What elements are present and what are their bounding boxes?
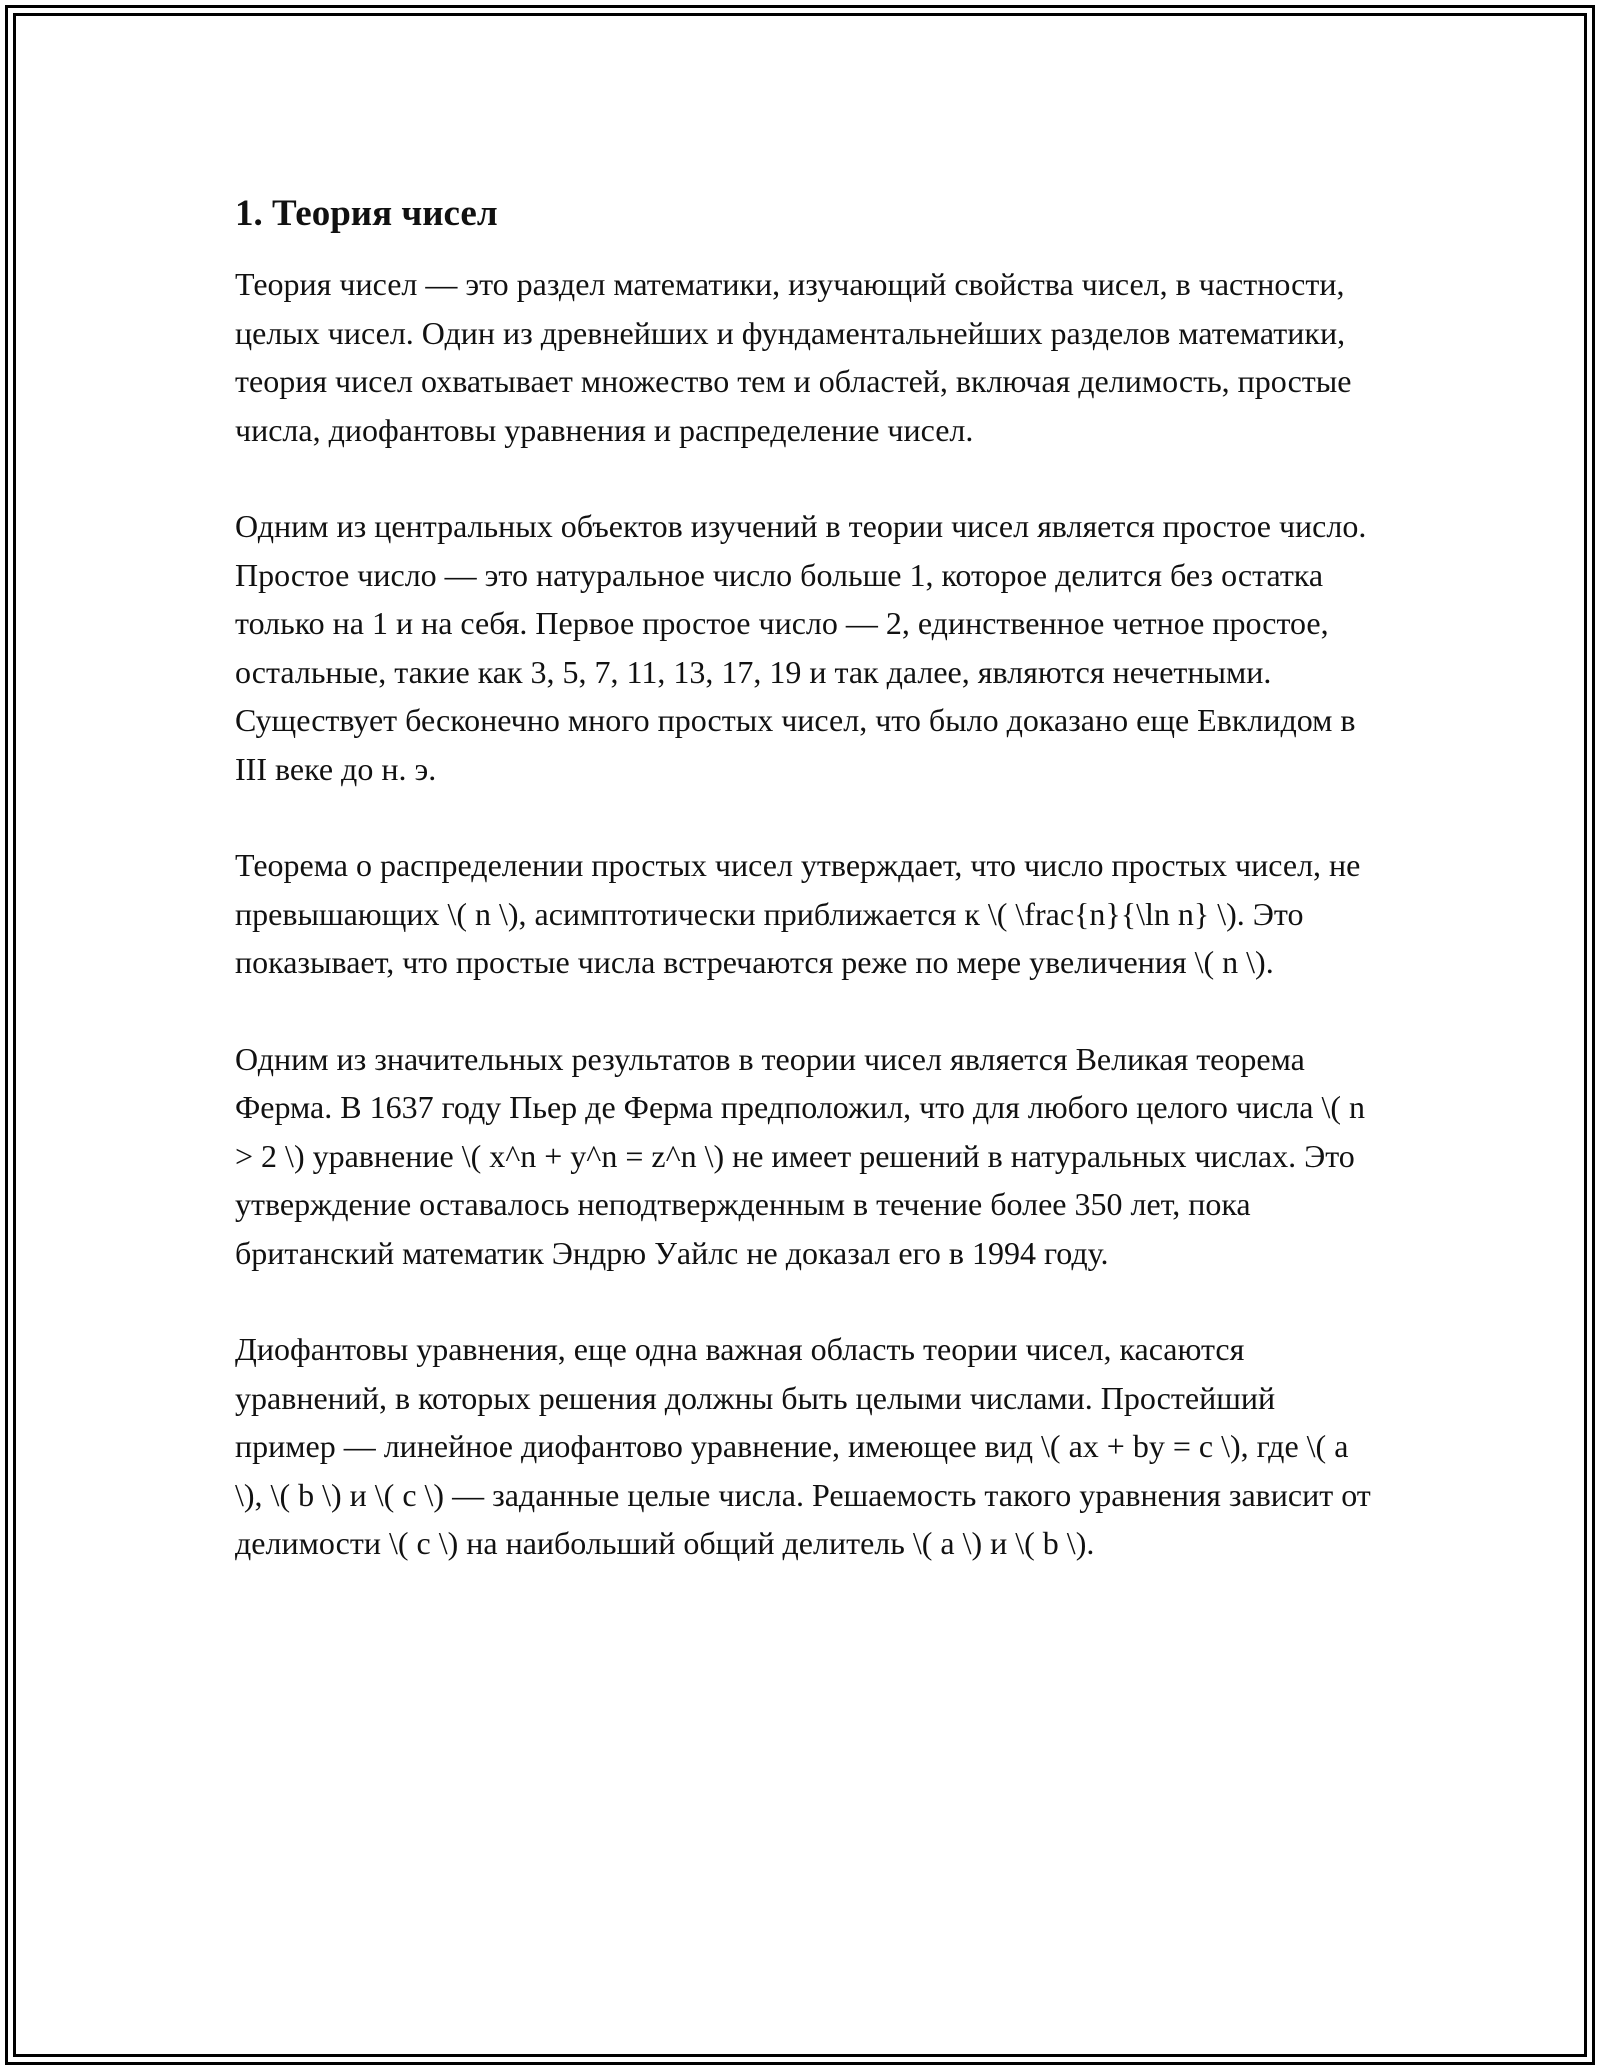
paragraph-prime-numbers: Одним из центральных объектов изучений в теории чисел является простое число. Простое число — это натуральное число больше 1, которое делится без остатка только на 1 и на себя. Первое простое число — 2, единственное четное простое, остальные, такие как 3, 5, 7, 11, 13, 17, 19 и так далее, являются нечетными. Существует бесконечно много простых чисел, что было доказано еще Евклидом в III веке до н. э. [235,508,1367,787]
paragraph-fermat-theorem: Одним из значительных результатов в теории чисел является Великая теорема Ферма. В 1637 году Пьер де Ферма предположил, что для любого целого числа \( n > 2 \) уравнение \( x^n + y^n = z^n \) не имеет решений в натуральных числах. Это утверждение оставалось неподтвержденным в течение более 350 лет, пока британский математик Эндрю Уайлс не доказал его в 1994 году. [235,1040,1366,1271]
section-heading: 1. Теория чисел [235,193,498,234]
paragraph-prime-distribution: Теорема о распределении простых чисел утверждает, что число простых чисел, не превышающих \( n \), асимптотически приближается к \( \frac{n}{\ln n} \). Это показывает, что простые числа встречаются реже по мере увеличения \( n \). [235,847,1361,980]
paragraph-diophantine: Диофантовы уравнения, еще одна важная область теории чисел, касаются уравнений, в которых решения должны быть целыми числами. Простейший пример — линейное диофантово уравнение, имеющее вид \( ax + by = c \), где \( a \), \( b \) и \( c \) — заданные целые числа. Решаемость такого уравнения зависит от делимости \( c \) на наибольший общий делитель \( a \) и \( b \). [235,1331,1371,1561]
paragraph-intro: Теория чисел — это раздел математики, изучающий свойства чисел, в частности, целых чисел. Один из древнейших и фундаментальнейших разделов математики, теория чисел охватывает множество тем и областей, включая делимость, простые числа, диофантовы уравнения и распределение чисел. [235,266,1352,448]
document-body [235,188,1375,1616]
